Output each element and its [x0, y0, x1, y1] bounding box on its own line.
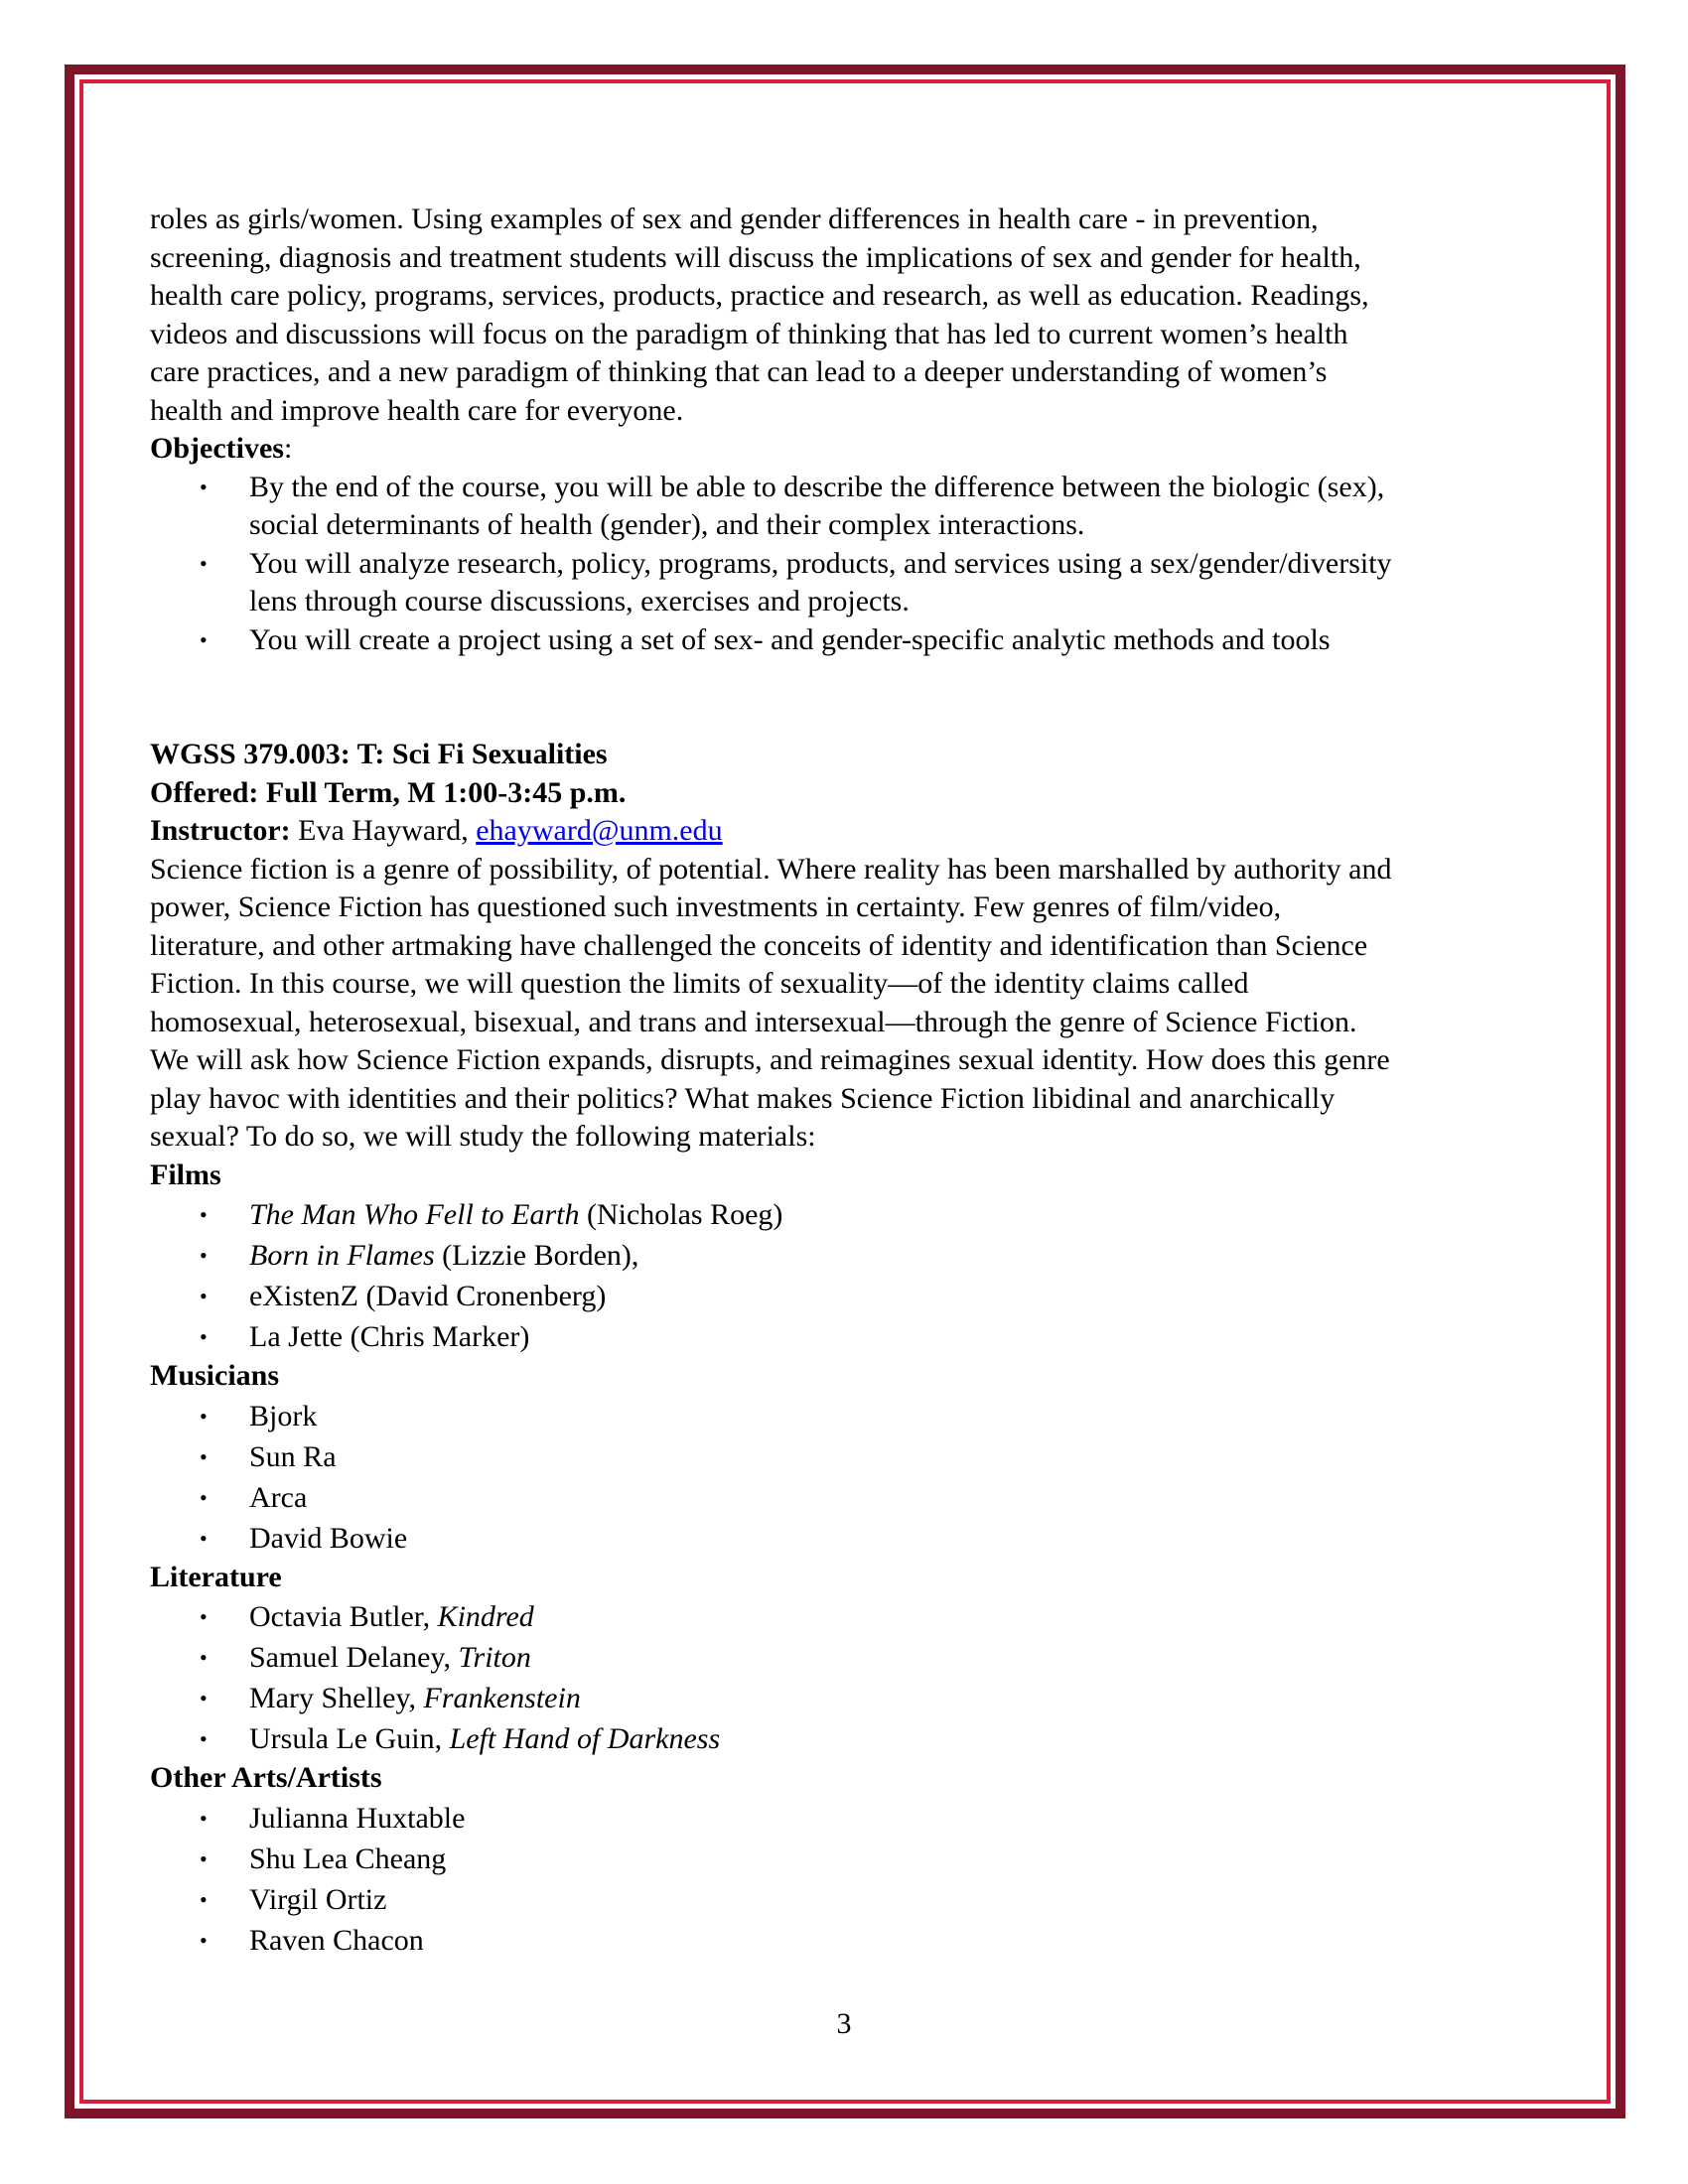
- objective-line: You will analyze research, policy, programs, products, and services using a sex/gender/diversity: [249, 546, 1392, 580]
- musician-name: Sun Ra: [249, 1439, 337, 1473]
- bullet-icon: •: [200, 1443, 208, 1469]
- intro-line: screening, diagnosis and treatment students will discuss the implications of sex and gender for health,: [150, 240, 1361, 274]
- bullet-icon: •: [200, 1645, 208, 1670]
- objective-line: You will create a project using a set of sex- and gender-specific analytic methods and tools: [249, 622, 1331, 656]
- list-item: [150, 1718, 1550, 1759]
- description-line: sexual? To do so, we will study the following materials:: [150, 1120, 816, 1153]
- section-spacer: [150, 659, 1550, 736]
- films-heading: Films: [150, 1158, 221, 1191]
- list-item: [150, 545, 1550, 621]
- objectives-heading-line: [150, 430, 1550, 469]
- objective-line: By the end of the course, you will be able to describe the difference between the biologic (sex),: [249, 470, 1385, 503]
- course-title: WGSS 379.003: T: Sci Fi Sexualities: [150, 738, 608, 770]
- list-item: [150, 1235, 1550, 1276]
- intro-line: health and improve health care for everyone.: [150, 393, 684, 427]
- book-title: Triton: [458, 1641, 531, 1674]
- list-item: [150, 1477, 1550, 1518]
- artist-name: Virgil Ortiz: [249, 1882, 387, 1916]
- film-director: (Lizzie Borden),: [434, 1239, 639, 1272]
- bullet-icon: •: [200, 1805, 208, 1831]
- list-item: [150, 1316, 1550, 1357]
- list-item: [150, 1678, 1550, 1718]
- objective-line: lens through course discussions, exercises and projects.: [249, 585, 910, 617]
- course-instructor: [150, 812, 1550, 851]
- musicians-list: [150, 1396, 1550, 1559]
- bullet-icon: •: [200, 1927, 208, 1953]
- films-list: [150, 1194, 1550, 1357]
- description-line: Fiction. In this course, we will question the limits of sexuality—of the identity claims called: [150, 967, 1249, 1000]
- list-item: [150, 1596, 1550, 1637]
- intro-line: care practices, and a new paradigm of thinking that can lead to a deeper understanding of women’s: [150, 355, 1328, 388]
- artist-name: Raven Chacon: [249, 1923, 424, 1957]
- list-item: [150, 1194, 1550, 1235]
- bullet-icon: •: [200, 1403, 208, 1429]
- bullet-icon: •: [200, 474, 208, 499]
- bullet-icon: •: [200, 1604, 208, 1629]
- book-author: Octavia Butler,: [249, 1600, 438, 1633]
- list-item: [150, 469, 1550, 545]
- instructor-name: Eva Hayward,: [290, 814, 477, 847]
- description-line: power, Science Fiction has questioned such investments in certainty. Few genres of film/video,: [150, 890, 1282, 923]
- bullet-icon: •: [200, 1202, 208, 1227]
- book-title: Kindred: [437, 1600, 534, 1633]
- other-arts-heading: Other Arts/Artists: [150, 1761, 382, 1794]
- musician-name: Bjork: [249, 1399, 318, 1433]
- list-item: [150, 1920, 1550, 1961]
- film-title: The Man Who Fell to Earth: [249, 1198, 580, 1231]
- book-author: Mary Shelley,: [249, 1682, 424, 1714]
- bullet-icon: •: [200, 1243, 208, 1268]
- page-number: 3: [836, 2007, 852, 2040]
- instructor-label: Instructor:: [150, 814, 291, 847]
- book-author: Ursula Le Guin,: [249, 1722, 450, 1755]
- list-item: [150, 1798, 1550, 1839]
- intro-line: roles as girls/women. Using examples of sex and gender differences in health care - in prevention,: [150, 203, 1319, 235]
- film-title: Born in Flames: [249, 1239, 435, 1272]
- film-entry: eXistenZ (David Cronenberg): [249, 1280, 607, 1312]
- description-line: Science fiction is a genre of possibility, of potential. Where reality has been marshalled by authority and: [150, 852, 1392, 886]
- bullet-icon: •: [200, 550, 208, 576]
- musicians-heading: Musicians: [150, 1359, 280, 1392]
- objectives-colon: :: [283, 432, 293, 465]
- bullet-icon: •: [200, 626, 208, 652]
- objective-line: social determinants of health (gender), and their complex interactions.: [249, 508, 1085, 541]
- musician-name: David Bowie: [249, 1521, 408, 1555]
- course-offered: Offered: Full Term, M 1:00-3:45 p.m.: [150, 775, 627, 809]
- list-item: [150, 1637, 1550, 1678]
- bullet-icon: •: [200, 1686, 208, 1710]
- other-arts-list: [150, 1798, 1550, 1961]
- objectives-heading: Objectives: [150, 432, 284, 465]
- literature-list: [150, 1596, 1550, 1759]
- bullet-icon: •: [200, 1726, 208, 1751]
- book-title: Frankenstein: [423, 1682, 581, 1714]
- bullet-icon: •: [200, 1845, 208, 1871]
- intro-line: videos and discussions will focus on the paradigm of thinking that has led to current women’s health: [150, 317, 1348, 350]
- book-title: Left Hand of Darkness: [449, 1722, 721, 1755]
- instructor-email-link[interactable]: ehayward@unm.edu: [476, 814, 723, 847]
- book-author: Samuel Delaney,: [249, 1641, 459, 1674]
- musician-name: Arca: [249, 1480, 308, 1514]
- intro-paragraph: [150, 201, 1550, 430]
- film-entry: La Jette (Chris Marker): [249, 1320, 530, 1353]
- intro-line: health care policy, programs, services, products, practice and research, as well as education. Readings,: [150, 279, 1369, 312]
- bullet-icon: •: [200, 1324, 208, 1349]
- description-line: play havoc with identities and their politics? What makes Science Fiction libidinal and anarchically: [150, 1081, 1336, 1115]
- list-item: [150, 1879, 1550, 1920]
- bullet-icon: •: [200, 1525, 208, 1551]
- description-line: homosexual, heterosexual, bisexual, and trans and intersexual—through the genre of Science Fiction.: [150, 1005, 1357, 1038]
- bullet-icon: •: [200, 1484, 208, 1510]
- artist-name: Julianna Huxtable: [249, 1801, 466, 1835]
- description-line: literature, and other artmaking have challenged the conceits of identity and identification than Science: [150, 928, 1368, 962]
- objectives-list: [150, 469, 1550, 660]
- bullet-icon: •: [200, 1284, 208, 1308]
- film-director: (Nicholas Roeg): [579, 1198, 783, 1231]
- description-line: We will ask how Science Fiction expands, disrupts, and reimagines sexual identity. How does this genre: [150, 1043, 1390, 1076]
- list-item: [150, 621, 1550, 660]
- artist-name: Shu Lea Cheang: [249, 1842, 447, 1875]
- list-item: [150, 1839, 1550, 1879]
- list-item: [150, 1436, 1550, 1477]
- bullet-icon: •: [200, 1886, 208, 1912]
- course-description: [150, 851, 1550, 1157]
- list-item: [150, 1276, 1550, 1316]
- list-item: [150, 1396, 1550, 1436]
- page-content: [150, 201, 1550, 1961]
- list-item: [150, 1518, 1550, 1559]
- literature-heading: Literature: [150, 1560, 282, 1593]
